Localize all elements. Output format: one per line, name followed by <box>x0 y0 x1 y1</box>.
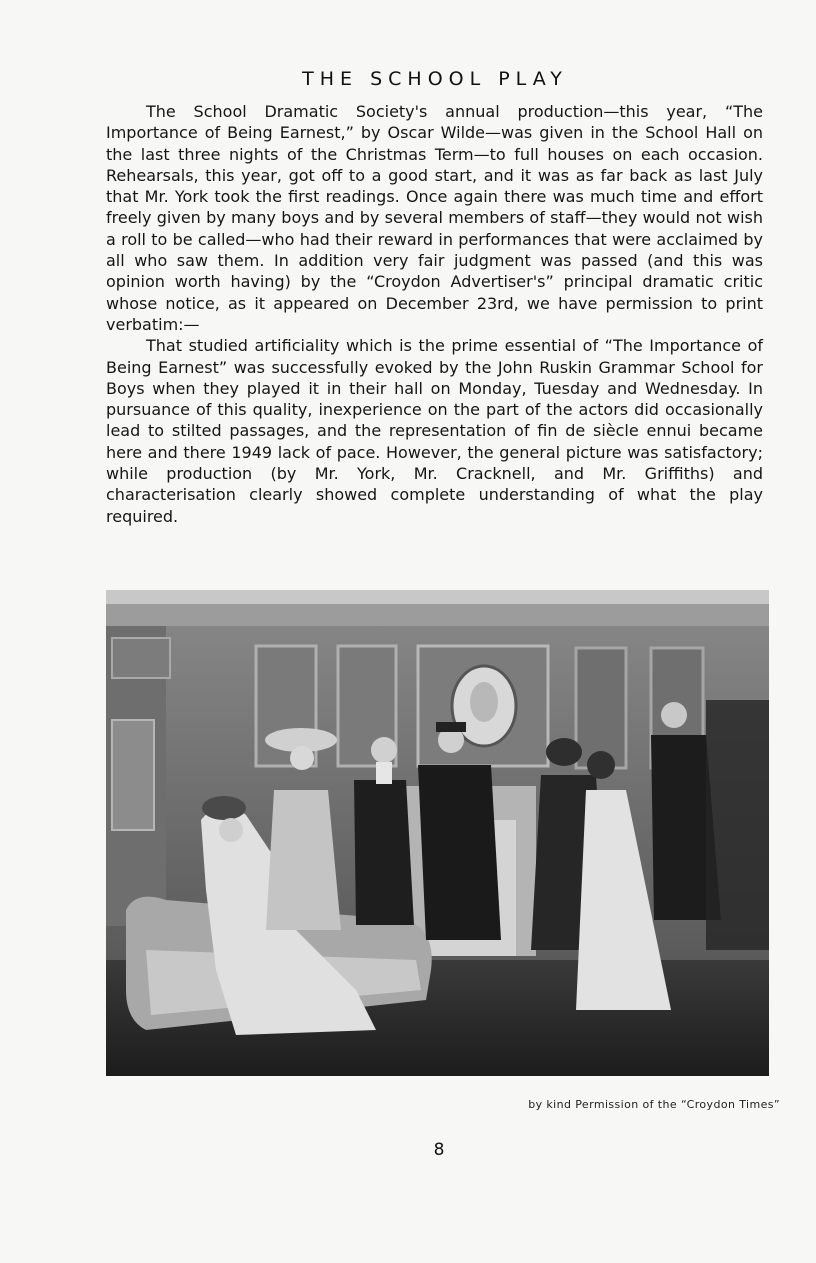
photo-caption: by kind Permission of the “Croydon Times” <box>528 1098 780 1111</box>
page-title: THE SCHOOL PLAY <box>302 68 568 90</box>
page-number: 8 <box>433 1140 445 1160</box>
article-paragraph-intro: The School Dramatic Society's annual production—this year, “The Importance of Being Earnest,” by Oscar Wilde—was given in the School Hall on the last three nights of the Christmas Term—to full houses on each occasion. Rehearsals, this year, got off to a good start, and it was as far back as last July that Mr. York took the first readings. Once again there was much time and effort freely given by many boys and by several members of staff—they would not wish a roll to be called—who had their reward in performances that were acclaimed by all who saw them. In addition very fair judgment was passed (and this was opinion worth having) by the “Croydon Advertiser's” principal dramatic critic whose notice, as it appeared on December 23rd, we have permission to print verbatim:— <box>106 102 763 334</box>
stage-photograph <box>106 590 769 1076</box>
article-paragraph-review: That studied artificiality which is the prime essential of “The Importance of Being Earnest” was successfully evoked by the John Ruskin Grammar School for Boys when they played it in their hall on Monday, Tuesday and Wednesday. In pursuance of this quality, inexperience on the part of the actors did occasionally lead to stilted passages, and the representation of fin de siècle ennui became here and there 1949 lack of pace. However, the general picture was satisfactory; while production (by Mr. York, Mr. Cracknell, and Mr. Griffiths) and characterisation clearly showed complete understanding of what the play required. <box>106 336 763 526</box>
stage-photograph-drawing <box>106 590 769 1076</box>
article-body <box>106 101 763 527</box>
